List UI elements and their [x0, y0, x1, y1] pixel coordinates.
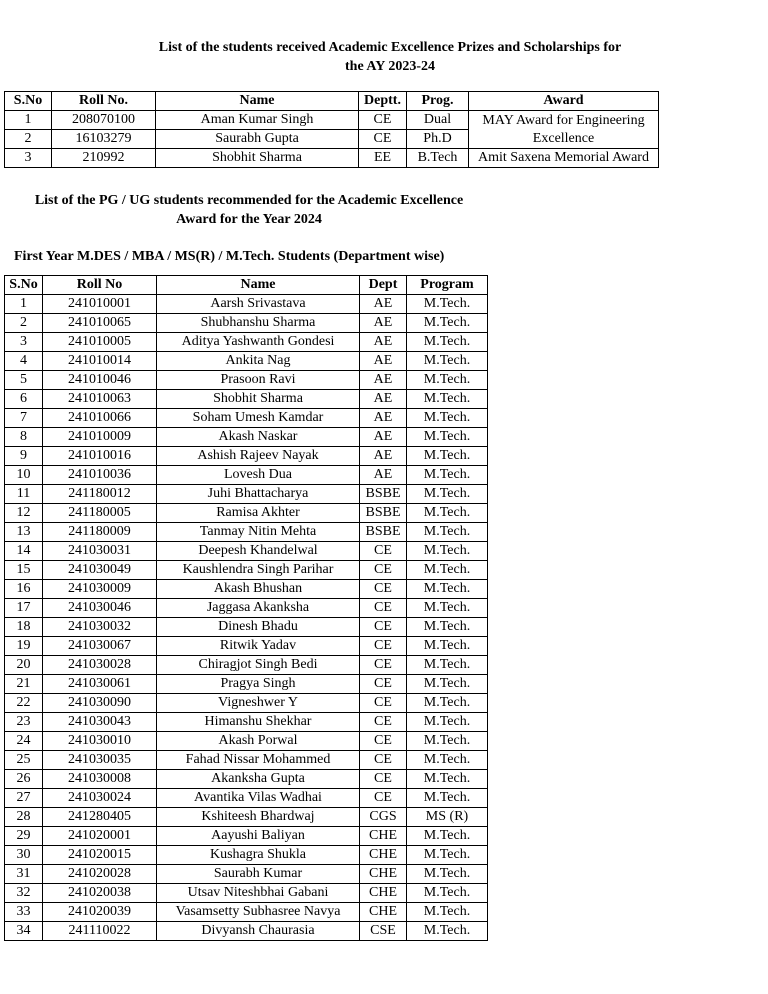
cell-name: Vasamsetty Subhasree Navya — [157, 903, 360, 922]
cell-name: Akash Bhushan — [157, 580, 360, 599]
cell-sno: 26 — [5, 770, 43, 789]
cell-sno: 32 — [5, 884, 43, 903]
section2-subtitle: First Year M.DES / MBA / MS(R) / M.Tech. Students (Department wise) — [14, 249, 445, 264]
cell-name: Utsav Niteshbhai Gabani — [157, 884, 360, 903]
cell-sno: 3 — [5, 333, 43, 352]
cell-name: Kushagra Shukla — [157, 846, 360, 865]
cell-sno: 21 — [5, 675, 43, 694]
cell-program: M.Tech. — [407, 295, 488, 314]
cell-roll: 241180009 — [43, 523, 157, 542]
table-row — [5, 523, 488, 542]
cell-sno: 31 — [5, 865, 43, 884]
cell-program: M.Tech. — [407, 713, 488, 732]
cell-roll: 241020039 — [43, 903, 157, 922]
cell-roll: 241110022 — [43, 922, 157, 941]
cell-program: M.Tech. — [407, 656, 488, 675]
table-row — [5, 542, 488, 561]
cell-name: Aditya Yashwanth Gondesi — [157, 333, 360, 352]
cell-program: M.Tech. — [407, 314, 488, 333]
cell-name: Aayushi Baliyan — [157, 827, 360, 846]
table-row — [5, 865, 488, 884]
cell-program: M.Tech. — [407, 580, 488, 599]
cell-name: Ankita Nag — [157, 352, 360, 371]
table-row — [5, 428, 488, 447]
cell-roll: 241020028 — [43, 865, 157, 884]
cell-name: Akash Porwal — [157, 732, 360, 751]
cell-program: M.Tech. — [407, 675, 488, 694]
table-row — [5, 485, 488, 504]
cell-roll: 241010046 — [43, 371, 157, 390]
table-row — [5, 713, 488, 732]
cell-roll: 241010005 — [43, 333, 157, 352]
cell-roll: 210992 — [52, 149, 156, 168]
header-sno: S.No — [5, 92, 52, 111]
cell-roll: 241020015 — [43, 846, 157, 865]
header-name: Name — [156, 92, 359, 111]
cell-sno: 6 — [5, 390, 43, 409]
table-row — [5, 333, 488, 352]
cell-sno: 13 — [5, 523, 43, 542]
recommended-students-table — [4, 275, 488, 941]
cell-dept: CE — [359, 130, 407, 149]
cell-sno: 14 — [5, 542, 43, 561]
cell-program: M.Tech. — [407, 770, 488, 789]
table-row — [5, 675, 488, 694]
cell-dept: AE — [360, 447, 407, 466]
header-name: Name — [157, 276, 360, 295]
cell-program: M.Tech. — [407, 694, 488, 713]
cell-name: Kshiteesh Bhardwaj — [157, 808, 360, 827]
cell-roll: 241010001 — [43, 295, 157, 314]
cell-dept: CE — [360, 675, 407, 694]
cell-dept: CE — [360, 732, 407, 751]
cell-sno: 33 — [5, 903, 43, 922]
cell-program: MS (R) — [407, 808, 488, 827]
cell-sno: 30 — [5, 846, 43, 865]
cell-name: Dinesh Bhadu — [157, 618, 360, 637]
cell-roll: 241010014 — [43, 352, 157, 371]
table-row — [5, 846, 488, 865]
cell-roll: 241010065 — [43, 314, 157, 333]
cell-program: M.Tech. — [407, 846, 488, 865]
cell-program: M.Tech. — [407, 466, 488, 485]
cell-dept: AE — [360, 352, 407, 371]
cell-sno: 1 — [5, 111, 52, 130]
cell-dept: CE — [360, 789, 407, 808]
cell-dept: AE — [360, 466, 407, 485]
cell-sno: 16 — [5, 580, 43, 599]
table-row — [5, 447, 488, 466]
cell-name: Himanshu Shekhar — [157, 713, 360, 732]
cell-program: M.Tech. — [407, 618, 488, 637]
cell-program: M.Tech. — [407, 599, 488, 618]
cell-name: Fahad Nissar Mohammed — [157, 751, 360, 770]
cell-dept: AE — [360, 428, 407, 447]
cell-sno: 24 — [5, 732, 43, 751]
cell-roll: 241030067 — [43, 637, 157, 656]
cell-program: M.Tech. — [407, 371, 488, 390]
cell-roll: 241020038 — [43, 884, 157, 903]
cell-sno: 3 — [5, 149, 52, 168]
cell-roll: 241030010 — [43, 732, 157, 751]
cell-prog: B.Tech — [407, 149, 469, 168]
cell-dept: CE — [360, 694, 407, 713]
cell-roll: 241030028 — [43, 656, 157, 675]
cell-program: M.Tech. — [407, 827, 488, 846]
table-row — [5, 314, 488, 333]
header-sno: S.No — [5, 276, 43, 295]
header-prog: Prog. — [407, 92, 469, 111]
cell-roll: 241010063 — [43, 390, 157, 409]
cell-program: M.Tech. — [407, 352, 488, 371]
cell-name: Ashish Rajeev Nayak — [157, 447, 360, 466]
cell-name: Shubhanshu Sharma — [157, 314, 360, 333]
cell-sno: 23 — [5, 713, 43, 732]
cell-name: Ramisa Akhter — [157, 504, 360, 523]
cell-roll: 241010066 — [43, 409, 157, 428]
cell-roll: 241030046 — [43, 599, 157, 618]
cell-sno: 28 — [5, 808, 43, 827]
cell-sno: 29 — [5, 827, 43, 846]
cell-name: Shobhit Sharma — [156, 149, 359, 168]
cell-dept: CE — [360, 599, 407, 618]
table-row — [5, 371, 488, 390]
cell-sno: 2 — [5, 130, 52, 149]
cell-name: Akash Naskar — [157, 428, 360, 447]
cell-dept: CE — [360, 713, 407, 732]
cell-program: M.Tech. — [407, 789, 488, 808]
cell-roll: 241030043 — [43, 713, 157, 732]
cell-program: M.Tech. — [407, 409, 488, 428]
cell-dept: BSBE — [360, 523, 407, 542]
cell-sno: 7 — [5, 409, 43, 428]
table-row — [5, 751, 488, 770]
cell-sno: 27 — [5, 789, 43, 808]
header-award: Award — [469, 92, 659, 111]
cell-sno: 1 — [5, 295, 43, 314]
section1-title — [40, 38, 740, 76]
section2-title-line1: List of the PG / UG students recommended for the Academic Excellence — [34, 193, 464, 208]
table-row — [5, 808, 488, 827]
header-dept: Dept — [360, 276, 407, 295]
header-roll: Roll No. — [52, 92, 156, 111]
cell-program: M.Tech. — [407, 542, 488, 561]
cell-roll: 241030035 — [43, 751, 157, 770]
cell-dept: CHE — [360, 865, 407, 884]
cell-name: Kaushlendra Singh Parihar — [157, 561, 360, 580]
cell-sno: 25 — [5, 751, 43, 770]
cell-roll: 241180012 — [43, 485, 157, 504]
cell-program: M.Tech. — [407, 561, 488, 580]
cell-roll: 241280405 — [43, 808, 157, 827]
cell-program: M.Tech. — [407, 732, 488, 751]
cell-dept: CE — [359, 111, 407, 130]
cell-dept: CHE — [360, 903, 407, 922]
cell-dept: CHE — [360, 827, 407, 846]
cell-dept: AE — [360, 314, 407, 333]
cell-dept: CGS — [360, 808, 407, 827]
cell-program: M.Tech. — [407, 922, 488, 941]
cell-dept: CE — [360, 542, 407, 561]
cell-sno: 8 — [5, 428, 43, 447]
section2-title-line2: Award for the Year 2024 — [176, 212, 322, 227]
cell-sno: 34 — [5, 922, 43, 941]
cell-dept: AE — [360, 333, 407, 352]
cell-roll: 241180005 — [43, 504, 157, 523]
cell-roll: 241030049 — [43, 561, 157, 580]
cell-sno: 5 — [5, 371, 43, 390]
table-row — [5, 111, 659, 130]
cell-dept: CE — [360, 580, 407, 599]
table-row — [5, 352, 488, 371]
cell-name: Shobhit Sharma — [157, 390, 360, 409]
cell-dept: AE — [360, 390, 407, 409]
cell-program: M.Tech. — [407, 751, 488, 770]
table-row — [5, 599, 488, 618]
cell-roll: 241030024 — [43, 789, 157, 808]
section1-title-line1: List of the students received Academic Excellence Prizes and Scholarships for — [158, 40, 622, 55]
cell-award: Amit Saxena Memorial Award — [469, 149, 659, 168]
table-row — [5, 770, 488, 789]
table-row — [5, 390, 488, 409]
cell-dept: AE — [360, 371, 407, 390]
cell-name: Deepesh Khandelwal — [157, 542, 360, 561]
cell-name: Jaggasa Akanksha — [157, 599, 360, 618]
cell-program: M.Tech. — [407, 504, 488, 523]
cell-name: Divyansh Chaurasia — [157, 922, 360, 941]
header-program: Program — [407, 276, 488, 295]
table-header-row — [5, 276, 488, 295]
cell-name: Vigneshwer Y — [157, 694, 360, 713]
table-row — [5, 149, 659, 168]
cell-roll: 241020001 — [43, 827, 157, 846]
table-row — [5, 827, 488, 846]
cell-roll: 241030009 — [43, 580, 157, 599]
cell-program: M.Tech. — [407, 884, 488, 903]
cell-name: Prasoon Ravi — [157, 371, 360, 390]
cell-sno: 4 — [5, 352, 43, 371]
section2-title — [4, 191, 494, 229]
table-row — [5, 694, 488, 713]
cell-roll: 241030031 — [43, 542, 157, 561]
cell-program: M.Tech. — [407, 428, 488, 447]
cell-dept: CE — [360, 561, 407, 580]
table-row — [5, 637, 488, 656]
table-row — [5, 561, 488, 580]
cell-dept: CHE — [360, 846, 407, 865]
cell-dept: CE — [360, 637, 407, 656]
cell-program: M.Tech. — [407, 637, 488, 656]
cell-sno: 22 — [5, 694, 43, 713]
table-header-row — [5, 92, 659, 111]
cell-roll: 241030061 — [43, 675, 157, 694]
cell-name: Chiragjot Singh Bedi — [157, 656, 360, 675]
cell-sno: 2 — [5, 314, 43, 333]
cell-sno: 9 — [5, 447, 43, 466]
cell-name: Pragya Singh — [157, 675, 360, 694]
cell-roll: 241030090 — [43, 694, 157, 713]
table-row — [5, 618, 488, 637]
cell-sno: 18 — [5, 618, 43, 637]
cell-roll: 241030032 — [43, 618, 157, 637]
cell-program: M.Tech. — [407, 447, 488, 466]
cell-dept: EE — [359, 149, 407, 168]
cell-name: Saurabh Kumar — [157, 865, 360, 884]
table-row — [5, 295, 488, 314]
table-row — [5, 504, 488, 523]
cell-name: Aarsh Srivastava — [157, 295, 360, 314]
cell-name: Ritwik Yadav — [157, 637, 360, 656]
cell-program: M.Tech. — [407, 390, 488, 409]
cell-prog: Dual — [407, 111, 469, 130]
cell-sno: 15 — [5, 561, 43, 580]
cell-dept: CE — [360, 751, 407, 770]
cell-sno: 19 — [5, 637, 43, 656]
cell-award-merged: MAY Award for Engineering Excellence — [469, 111, 659, 149]
cell-sno: 17 — [5, 599, 43, 618]
cell-dept: AE — [360, 409, 407, 428]
cell-roll: 241030008 — [43, 770, 157, 789]
table-row — [5, 732, 488, 751]
cell-roll: 241010016 — [43, 447, 157, 466]
cell-dept: AE — [360, 295, 407, 314]
cell-program: M.Tech. — [407, 865, 488, 884]
header-roll: Roll No — [43, 276, 157, 295]
cell-dept: CHE — [360, 884, 407, 903]
cell-sno: 10 — [5, 466, 43, 485]
cell-program: M.Tech. — [407, 485, 488, 504]
awards-table — [4, 91, 659, 168]
cell-dept: CE — [360, 656, 407, 675]
table-row — [5, 903, 488, 922]
cell-sno: 12 — [5, 504, 43, 523]
table-row — [5, 580, 488, 599]
cell-sno: 20 — [5, 656, 43, 675]
cell-name: Tanmay Nitin Mehta — [157, 523, 360, 542]
table-row — [5, 922, 488, 941]
cell-roll: 241010036 — [43, 466, 157, 485]
cell-name: Saurabh Gupta — [156, 130, 359, 149]
table-row — [5, 656, 488, 675]
cell-name: Juhi Bhattacharya — [157, 485, 360, 504]
table-row — [5, 409, 488, 428]
cell-sno: 11 — [5, 485, 43, 504]
cell-dept: CE — [360, 618, 407, 637]
cell-name: Lovesh Dua — [157, 466, 360, 485]
cell-dept: CSE — [360, 922, 407, 941]
cell-name: Akanksha Gupta — [157, 770, 360, 789]
table-row — [5, 884, 488, 903]
cell-program: M.Tech. — [407, 903, 488, 922]
cell-dept: CE — [360, 770, 407, 789]
cell-roll: 208070100 — [52, 111, 156, 130]
cell-program: M.Tech. — [407, 523, 488, 542]
cell-prog: Ph.D — [407, 130, 469, 149]
table-row — [5, 466, 488, 485]
header-dept: Deptt. — [359, 92, 407, 111]
cell-program: M.Tech. — [407, 333, 488, 352]
cell-name: Soham Umesh Kamdar — [157, 409, 360, 428]
cell-dept: BSBE — [360, 485, 407, 504]
table-row — [5, 789, 488, 808]
cell-dept: BSBE — [360, 504, 407, 523]
cell-roll: 16103279 — [52, 130, 156, 149]
cell-roll: 241010009 — [43, 428, 157, 447]
cell-name: Aman Kumar Singh — [156, 111, 359, 130]
section1-title-line2: the AY 2023-24 — [345, 59, 435, 74]
cell-name: Avantika Vilas Wadhai — [157, 789, 360, 808]
